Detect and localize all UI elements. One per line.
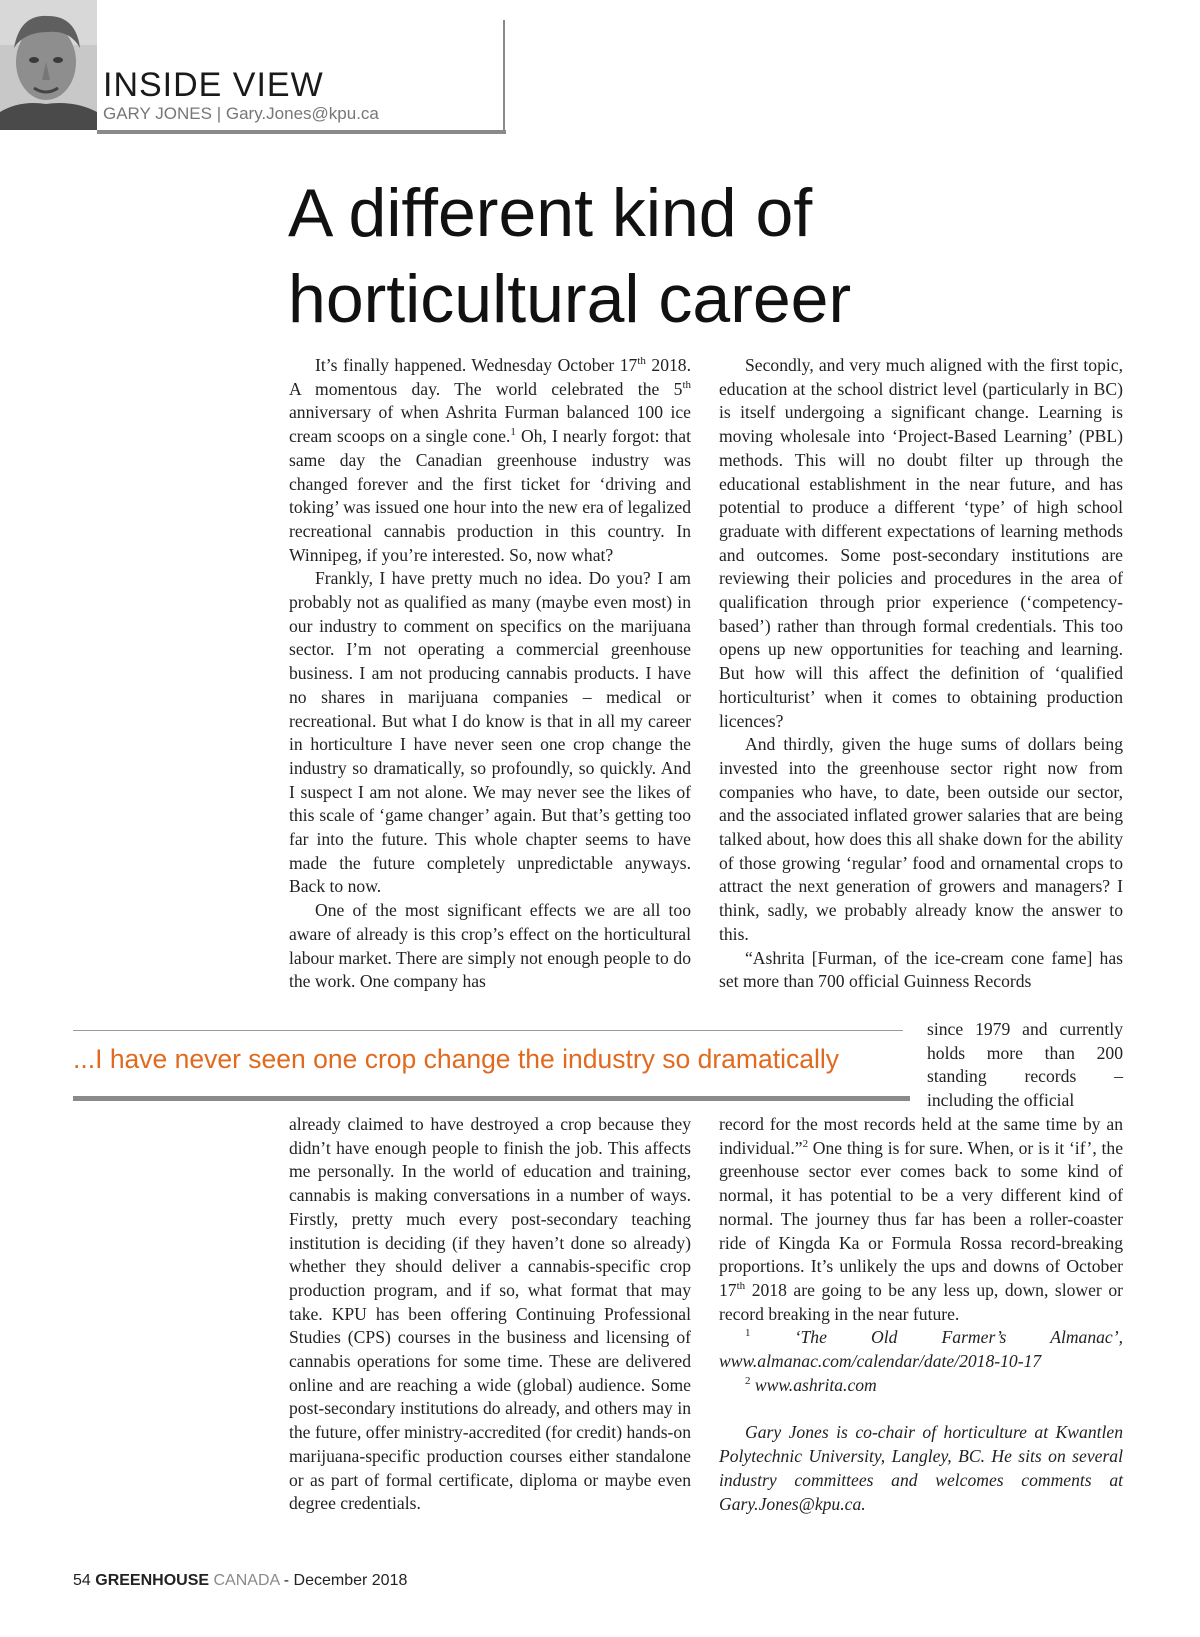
p1-superscript-2: th xyxy=(682,378,691,391)
header-rule-horizontal xyxy=(97,130,506,134)
p1-text-a: It’s finally happened. Wednesday October 17 xyxy=(315,355,638,375)
magazine-name-primary: GREENHOUSE xyxy=(95,1572,210,1589)
footnote-2-number: 2 xyxy=(745,1374,751,1387)
paragraph-6-start: “Ashrita [Furman, of the ice-cream cone fame] has set more than 700 official Guinness Records xyxy=(719,947,1123,992)
byline xyxy=(103,104,379,124)
p6-text-c: record for the most records held at the same time by an individual.” xyxy=(719,1114,1123,1158)
footnote-1-number: 1 xyxy=(745,1327,751,1340)
pull-quote: ...I have never seen one crop change the industry so dramatically xyxy=(73,1044,839,1074)
issue-date: - December 2018 xyxy=(283,1572,408,1589)
headline-line-2: horticultural career xyxy=(288,261,852,337)
paragraph-6-continued xyxy=(719,1113,1123,1326)
p1-text-c: anniversary of when Ashrita Furman balanced 100 ice cream scoops on a single cone. xyxy=(289,402,691,447)
body-column-left-bottom xyxy=(289,1113,691,1516)
footnote-2 xyxy=(719,1374,1123,1398)
page-number: 54 xyxy=(73,1572,91,1589)
pull-quote-rule-bottom xyxy=(73,1096,910,1101)
p1-text-d: Oh, I nearly forgot: that same day the Canadian greenhouse industry was changed forever and the first ticket for ‘driving and toking’ was issued one hour into the new era of legalized recreational cannabis production in this country. In Winnipeg, if you’re interested. So, now what? xyxy=(289,426,691,565)
footnote-1-text[interactable]: ‘The Old Farmer’s Almanac’, www.almanac.com/calendar/date/2018-10-17 xyxy=(719,1327,1123,1372)
page-footer xyxy=(73,1572,407,1590)
author-bio: Gary Jones is co-chair of horticulture at Kwantlen Polytechnic University, Langley, BC. He sits on several industry committees and welcomes comments at Gary.Jones@kpu.ca. xyxy=(719,1422,1123,1514)
paragraph-4: Secondly, and very much aligned with the first topic, education at the school district level (particularly in BC) is itself undergoing a significant change. Learning is moving wholesale into ‘Project-Based Learning’ (PBL) methods. This will no doubt filter up through the educational establishment in the near future, and has potential to produce a different ‘type’ of high school graduate with different expectations of learning methods and outcomes. Some post-secondary institutions are reviewing their policies and procedures in the area of qualification through prior experience (‘competency-based’) rather than through formal credentials. This too opens up new opportunities for teaching and learning. But how will this affect the definition of ‘qualified horticulturist’ when it comes to obtaining production licences? xyxy=(719,355,1123,731)
section-label: INSIDE VIEW xyxy=(103,66,324,104)
author-portrait-icon xyxy=(0,0,97,130)
paragraph-6-notch: since 1979 and currently holds more than 200 standing records – including the official xyxy=(927,1019,1123,1111)
header-rule-vertical xyxy=(503,20,505,132)
paragraph-5: And thirdly, given the huge sums of dollars being invested into the greenhouse sector right now from companies who have, to date, been outside our sector, and the associated inflated grower salaries that are being talked about, how does this all shake down for the ability of those growing ‘regular’ food and ornamental crops to attract the next generation of growers and managers? I think, sadly, we probably already know the answer to this. xyxy=(719,734,1123,944)
p1-superscript: th xyxy=(637,355,646,368)
article-headline xyxy=(288,170,1148,342)
magazine-name-secondary: CANADA xyxy=(213,1572,280,1589)
p6-superscript: th xyxy=(736,1280,746,1293)
footnote-ref-2: 2 xyxy=(802,1137,809,1150)
p6-text-d: One thing is for sure. When, or is it ‘if’, the greenhouse sector ever comes back to some kind of normal, it has potential to be a very different kind of normal. The journey thus far has been a roller-coaster ride of Kingda Ka or Formula Rossa record-breaking proportions. It’s unlikely the ups and downs of October 17 xyxy=(719,1137,1123,1300)
p1-text-b: 2018. A momentous day. The world celebrated the 5 xyxy=(289,355,691,399)
author-photo xyxy=(0,0,97,130)
paragraph-2: Frankly, I have pretty much no idea. Do you? I am probably not as qualified as many (maybe even most) in our industry to comment on specifics on the marijuana sector. I’m not operating a commercial greenhouse business. I am not producing cannabis products. I have no shares in marijuana companies – medical or recreational. But what I do know is that in all my career in horticulture I have never seen one crop change the industry so dramatically, so profoundly, so quickly. And I suspect I am not alone. We may never see the likes of this scale of ‘game changer’ again. But that’s getting too far into the future. This whole chapter seems to have made the future completely unpredictable anyways. Back to now. xyxy=(289,568,691,897)
paragraph-3-continued: already claimed to have destroyed a crop because they didn’t have enough people to finish the job. This affects me personally. In the world of education and training, cannabis is making conversations in a number of ways. Firstly, pretty much every post-secondary teaching institution is deciding (if they haven’t done so already) whether they should deliver a cannabis-specific crop production program, and if so, what format that may take. KPU has been offering Continuing Professional Studies (CPS) courses in the business and licensing of cannabis operations for some time. These are delivered online and are reaching a wide (global) audience. Some post-secondary institutions do already, and others may in the future, offer ministry-accredited (for credit) hands-on marijuana-specific production courses either standalone or as part of formal certificate, diploma or maybe even degree credentials. xyxy=(289,1114,691,1514)
paragraph-1 xyxy=(289,354,691,567)
footnote-2-text[interactable]: www.ashrita.com xyxy=(750,1374,877,1395)
headline-line-1: A different kind of xyxy=(288,175,813,251)
paragraph-3-start: One of the most significant effects we are all too aware of already is this crop’s effect on the horticultural labour market. There are simply not enough people to do the work. One company has xyxy=(289,900,691,992)
body-column-right-bottom xyxy=(719,1113,1123,1516)
footnote-1 xyxy=(719,1326,1123,1373)
author-name: GARY JONES xyxy=(103,104,212,123)
pull-quote-rule-top xyxy=(73,1030,903,1031)
byline-separator: | xyxy=(216,104,222,123)
body-column-right-top xyxy=(719,354,1123,994)
body-column-right-notch xyxy=(927,1018,1123,1113)
p6-text-e: 2018 are going to be any less up, down, slower or record breaking in the near future. xyxy=(719,1279,1123,1324)
footnote-ref-1: 1 xyxy=(510,426,516,439)
body-column-left-top xyxy=(289,354,691,994)
author-email[interactable]: Gary.Jones@kpu.ca xyxy=(225,104,379,123)
